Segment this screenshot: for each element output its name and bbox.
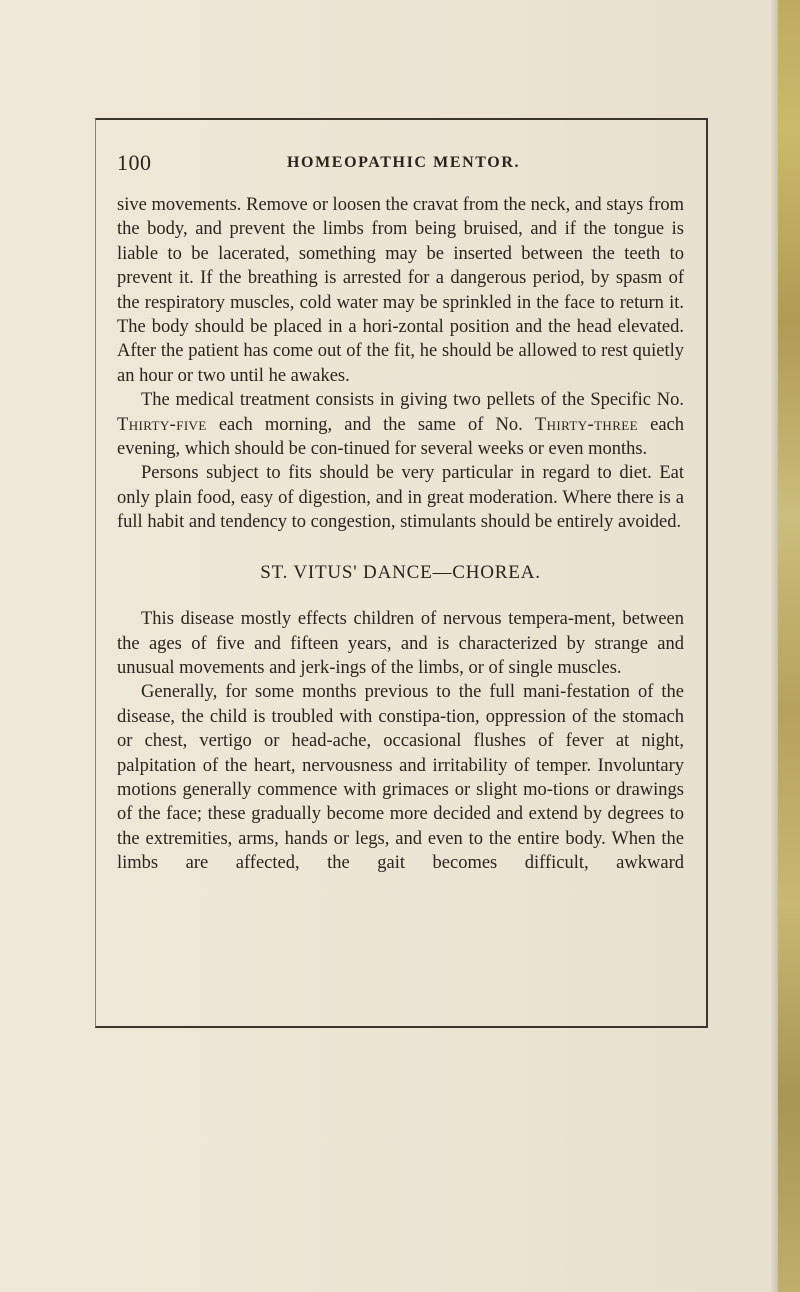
paragraph-5: Generally, for some months previous to the full mani-festation of the disease, the child is troubled with constipa-tion, oppression of the stomach or chest, vertigo or head-ache, occasional flushes of fever at night, palpitation of the heart, nervousness and irritability of temper. Involuntary motions generally commence with grimaces or slight mo-tions or drawings of the face; these gradually become more decided and extend by degrees to the extremities, arms, hands or legs, and even to the entire body. When the limbs are affected, the gait becomes difficult, awkward: [117, 682, 684, 874]
section-title: ST. VITUS' DANCE—CHOREA.: [260, 561, 541, 583]
book-edge: [778, 0, 800, 1292]
paragraph-2-part-a: The medical treatment consists in giving two pellets of the Specific No.: [141, 390, 684, 411]
specific-thirty-five: Thirty-five: [117, 414, 207, 435]
paragraph-4: This disease mostly effects children of nervous tempera-ment, between the ages of five and fifteen years, and is characterized by strange and unusual movements and jerk-ings of the limbs, or of single muscles.: [117, 609, 684, 678]
paragraph-2-part-b: each morning, and the same of No.: [206, 414, 535, 435]
paragraph-2-part-c: each evening, which should be con-tinued for several weeks or even months.: [117, 414, 684, 460]
specific-thirty-three: Thirty-three: [534, 414, 638, 435]
running-head: HOMEOPATHIC MENTOR.: [287, 154, 521, 171]
body-text: [117, 193, 684, 876]
page-header: [117, 150, 690, 178]
page-edge-shadow: [770, 0, 778, 1292]
paragraph-2: [117, 388, 684, 461]
paragraph-3: Persons subject to fits should be very particular in regard to diet. Eat only plain food, easy of digestion, and in great moderation. Where there is a full habit and tendency to congestion, stimulants should be entirely avoided.: [117, 463, 684, 533]
paragraph-1: sive movements. Remove or loosen the cravat from the neck, and stays from the body, and prevent the limbs from being bruised, and if the tongue is liable to be lacerated, something may be inserted between the teeth to prevent it. If the breathing is arrested for a dangerous period, by spasm of the respiratory muscles, cold water may be sprinkled in the face to return it. The body should be placed in a hori-zontal position and the head elevated. After the patient has come out of the fit, he should be allowed to rest quietly an hour or two until he awakes.: [117, 195, 684, 386]
page-number: 100: [117, 150, 152, 175]
